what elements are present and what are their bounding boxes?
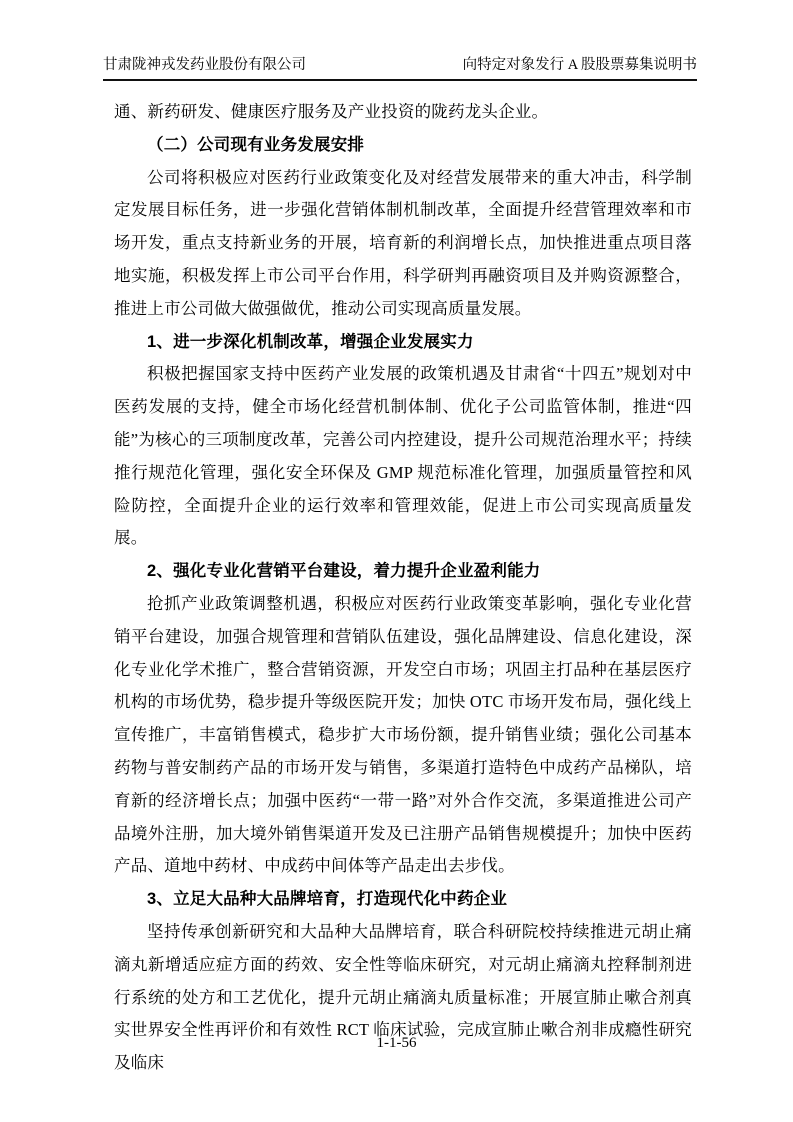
page-footer (0, 1032, 793, 1054)
subsection-3-heading: 3、立足大品种大品牌培育，打造现代化中药企业 (147, 890, 508, 909)
subsection-1-heading: 1、进一步深化机制改革，增强企业发展实力 (147, 332, 474, 351)
page-header (103, 55, 697, 81)
subsection-2-paragraph: 抢抓产业政策调整机遇，积极应对医药行业政策变革影响，强化专业化营销平台建设，加强合规管理和营销队伍建设，强化品牌建设、信息化建设，深化专业化学术推广，整合营销资源，开发空白市场；巩固主打品种在基层医疗机构的市场优势，稳步提升等级医院开发；加快 OTC 市场开发布局，强化线上宣传推广，丰富销售模式，稳步扩大市场份额，提升销售业绩；强化公司基本药物与普安制药产品的市场开发与销售，多渠道打造特色中成药产品梯队，培育新的经济增长点；加强中医药“一带一路”对外合作交流，多渠道推进公司产品境外注册，加大境外销售渠道开发及已注册产品销售规模提升；加快中医药产品、道地中药材、中成药中间体等产品走出去步伐。 (114, 593, 692, 876)
paragraph-continuation: 通、新药研发、健康医疗服务及产业投资的陇药龙头企业。 (114, 102, 549, 121)
section-heading: （二）公司现有业务发展安排 (147, 135, 365, 154)
subsection-3-paragraph: 坚持传承创新研究和大品种大品牌培育，联合科研院校持续推进元胡止痛滴丸新增适应症方面的药效、安全性等临床研究，对元胡止痛滴丸控释制剂进行系统的处方和工艺优化，提升元胡止痛滴丸质量标准；开展宣肺止嗽合剂真实世界安全性再评价和有效性 RCT 临床试验，完成宣肺止嗽合剂非成瘾性研究及临床 (114, 921, 692, 1073)
header-company-name: 甘肃陇神戎发药业股份有限公司 (103, 57, 306, 73)
subsection-2-heading: 2、强化专业化营销平台建设，着力提升企业盈利能力 (147, 562, 541, 581)
section-intro-paragraph: 公司将积极应对医药行业政策变化及对经营发展带来的重大冲击，科学制定发展目标任务，进一步强化营销体制机制改革，全面提升经营管理效率和市场开发，重点支持新业务的开展，培育新的利润增长点，加快推进重点项目落地实施，积极发挥上市公司平台作用，科学研判再融资项目及并购资源整合，推进上市公司做大做强做优，推动公司实现高质量发展。 (114, 167, 692, 318)
document-body (114, 96, 692, 1080)
page-number: 1-1-56 (376, 1035, 417, 1051)
subsection-1-paragraph: 积极把握国家支持中医药产业发展的政策机遇及甘肃省“十四五”规划对中医药发展的支持，健全市场化经营机制体制、优化子公司监管体制，推进“四能”为核心的三项制度改革，完善公司内控建设，提升公司规范治理水平；持续推行规范化管理，强化安全环保及 GMP 规范标准化管理，加强质量管控和风险防控，全面提升企业的运行效率和管理效能，促进上市公司实现高质量发展。 (114, 364, 692, 548)
header-doc-title: 向特定对象发行 A 股股票募集说明书 (462, 57, 697, 73)
